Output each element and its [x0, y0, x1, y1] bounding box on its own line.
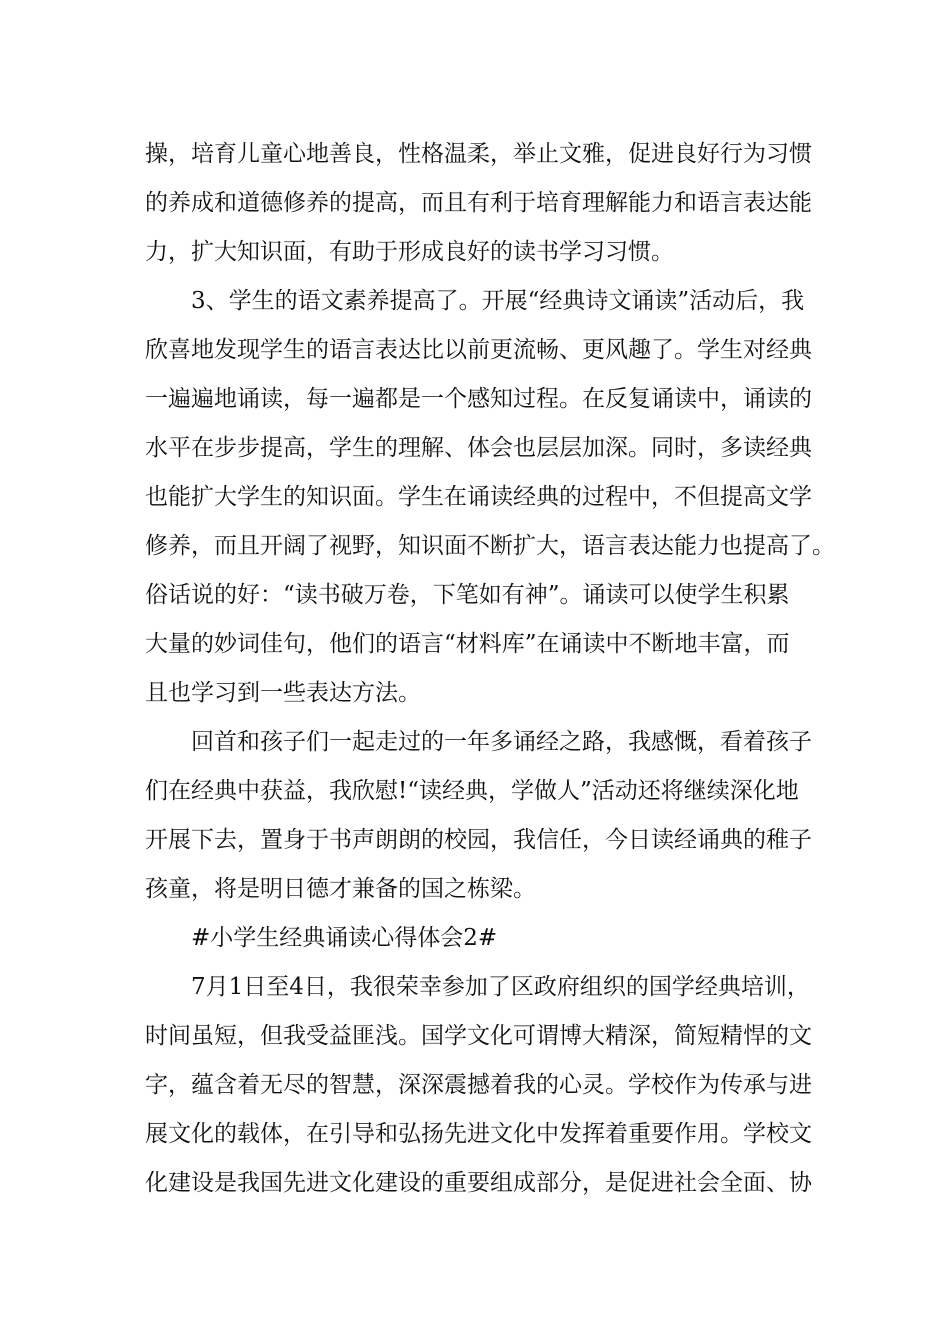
- paragraph-start-line: 回首和孩子们一起走过的一年多诵经之路，我感慨，看着孩子: [191, 729, 812, 755]
- text-line: 修养，而且开阔了视野，知识面不断扩大，语言表达能力也提高了。: [145, 533, 835, 559]
- text-line: 字，蕴含着无尽的智慧，深深震撼着我的心灵。学校作为传承与进: [145, 1072, 812, 1098]
- text-line: 时间虽短，但我受益匪浅。国学文化可谓博大精深，简短精悍的文: [145, 1023, 812, 1049]
- text-line: 孩童，将是明日德才兼备的国之栋梁。: [145, 876, 536, 902]
- document-body: [145, 130, 835, 1208]
- text-line: 大量的妙词佳句，他们的语言“材料库”在诵读中不断地丰富，而: [145, 631, 790, 657]
- text-line: 一遍遍地诵读，每一遍都是一个感知过程。在反复诵读中，诵读的: [145, 386, 812, 412]
- text-line: 展文化的载体，在引导和弘扬先进文化中发挥着重要作用。学校文: [145, 1121, 812, 1147]
- paragraph-start-line: 3、学生的语文素养提高了。开展“经典诗文诵读”活动后，我: [191, 288, 805, 314]
- text-line: 俗话说的好：“读书破万卷，下笔如有神”。诵读可以使学生积累: [145, 582, 790, 608]
- text-line: 欣喜地发现学生的语言表达比以前更流畅、更风趣了。学生对经典: [145, 337, 812, 363]
- text-line: 也能扩大学生的知识面。学生在诵读经典的过程中，不但提高文学: [145, 484, 812, 510]
- text-line: 操，培育儿童心地善良，性格温柔，举止文雅，促进良好行为习惯: [145, 141, 812, 167]
- section-heading: #小学生经典诵读心得体会2#: [191, 925, 498, 951]
- text-line: 开展下去，置身于书声朗朗的校园，我信任，今日读经诵典的稚子: [145, 827, 812, 853]
- text-line: 水平在步步提高，学生的理解、体会也层层加深。同时，多读经典: [145, 435, 812, 461]
- text-line: 力，扩大知识面，有助于形成良好的读书学习习惯。: [145, 239, 674, 265]
- text-line: 且也学习到一些表达方法。: [145, 680, 421, 706]
- paragraph-start-line: 7月1日至4日，我很荣幸参加了区政府组织的国学经典培训，: [191, 974, 810, 1000]
- text-line: 的养成和道德修养的提高，而且有利于培育理解能力和语言表达能: [145, 190, 812, 216]
- text-line: 们在经典中获益，我欣慰!“读经典，学做人”活动还将继续深化地: [145, 778, 799, 804]
- text-line: 化建设是我国先进文化建设的重要组成部分，是促进社会全面、协: [145, 1170, 812, 1196]
